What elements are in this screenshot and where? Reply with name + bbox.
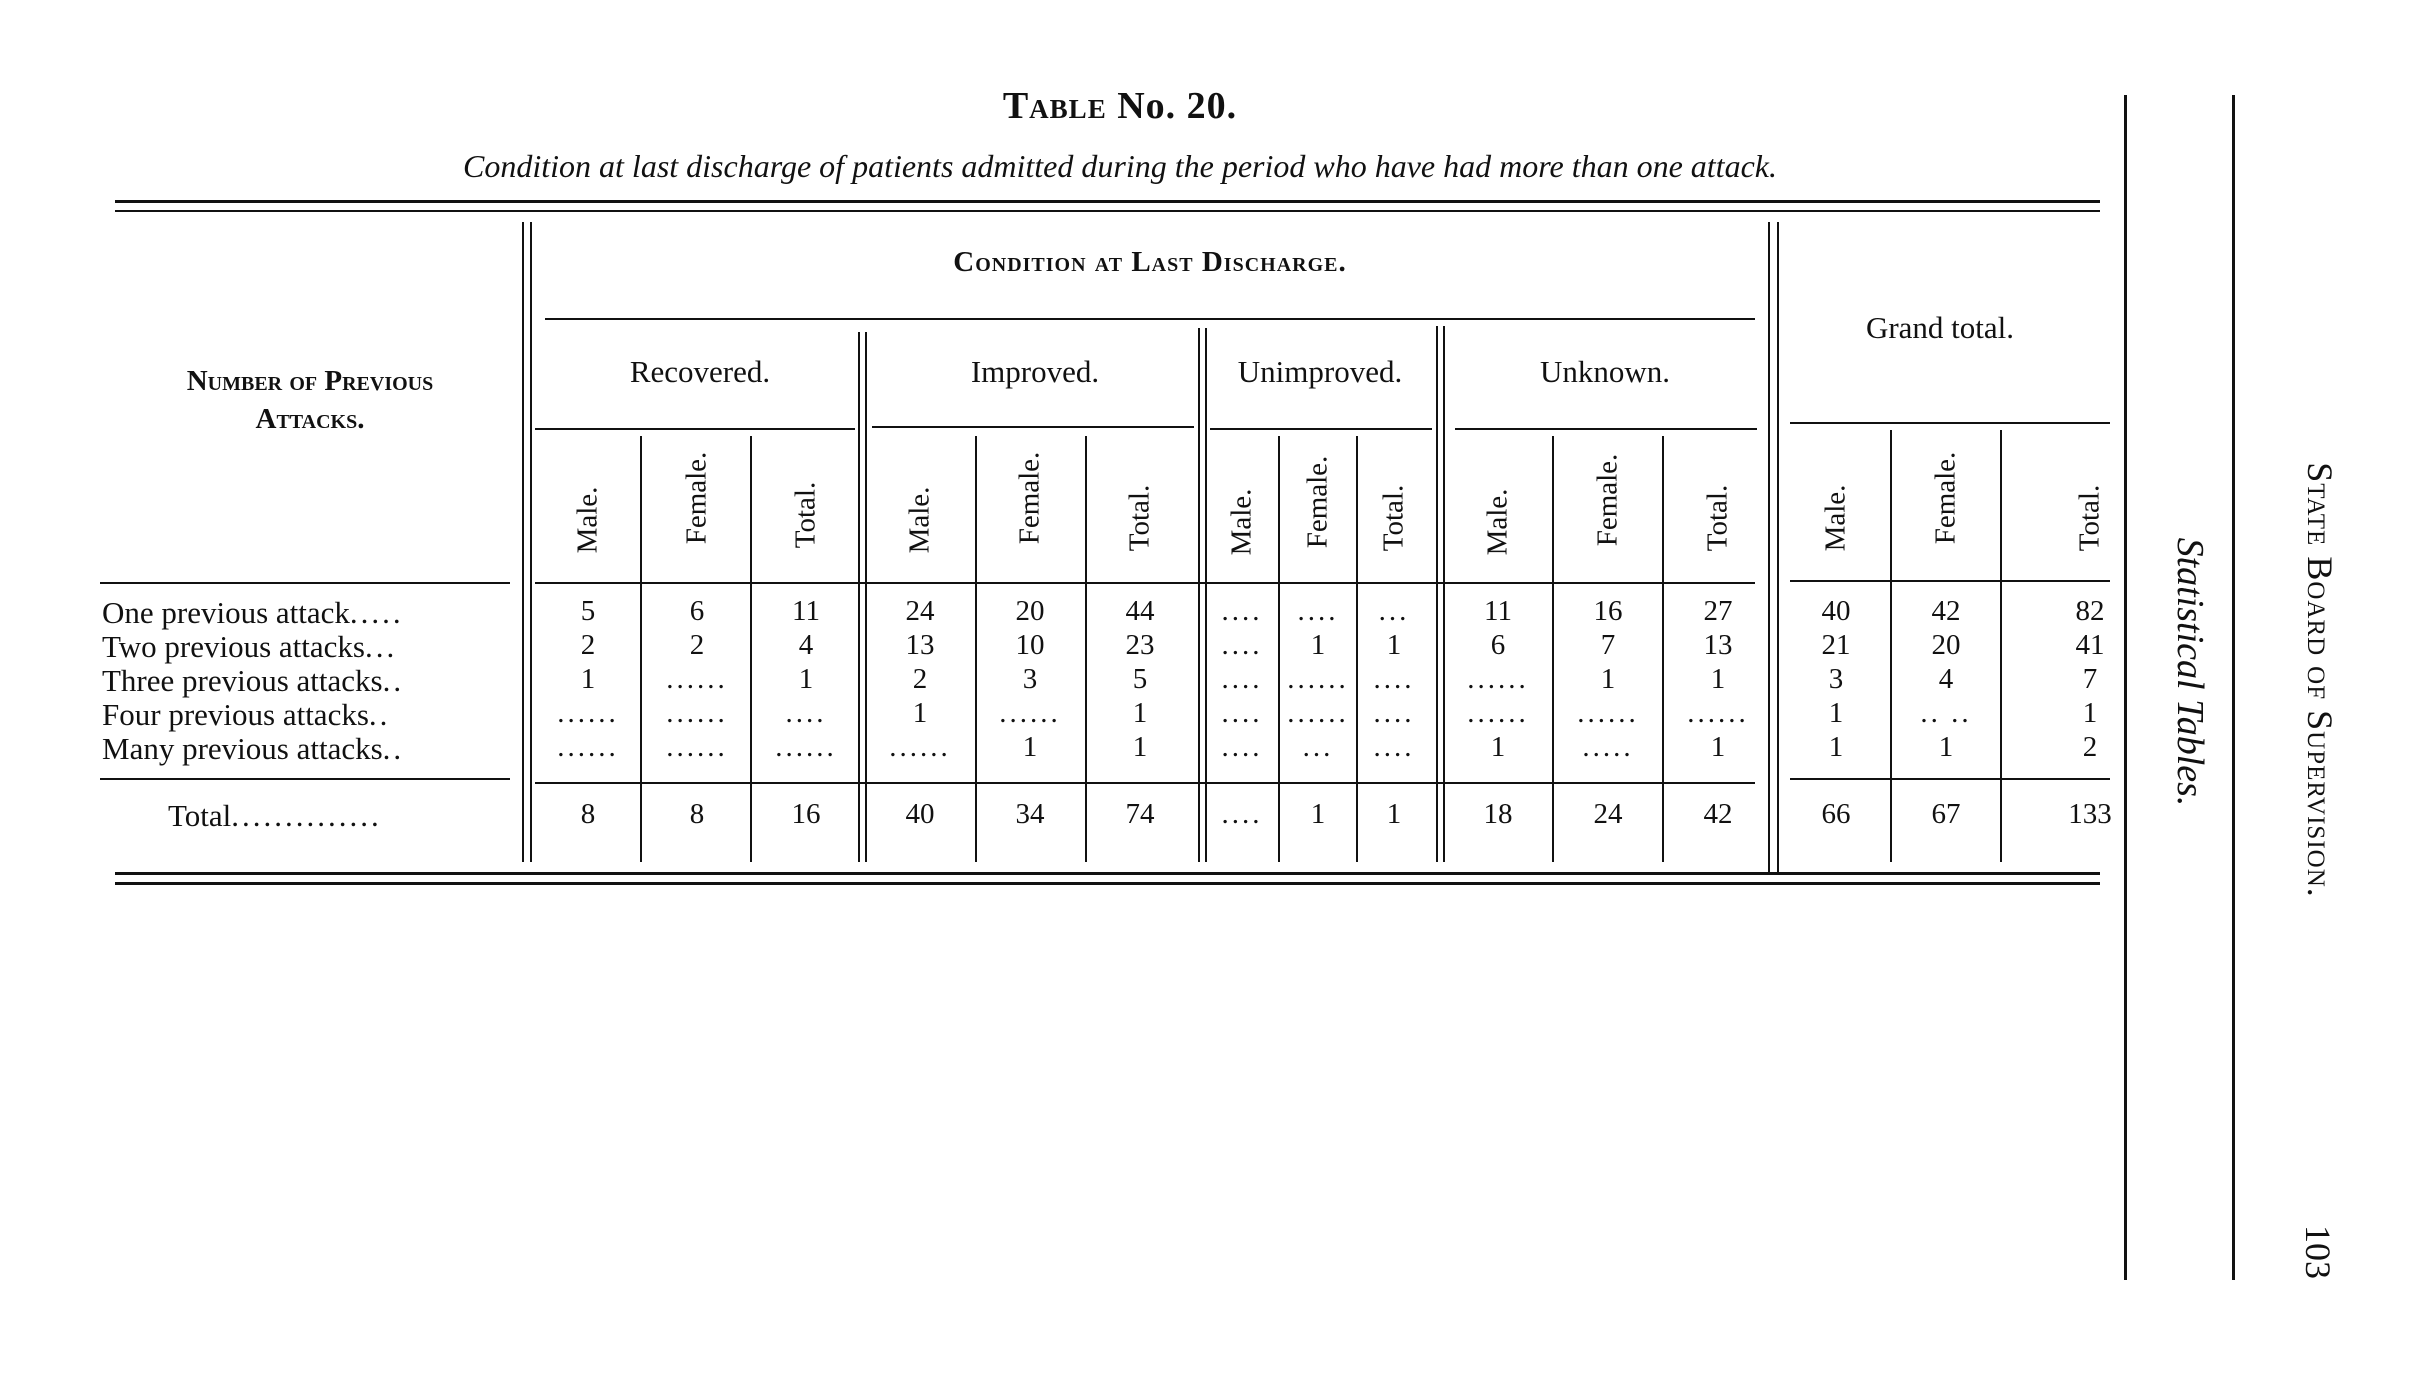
col-label-recovered-male: Male. <box>571 486 604 554</box>
table-cell: 1 <box>1938 731 1954 763</box>
table-cell: 23 <box>1125 629 1155 661</box>
stub-separator-2 <box>530 222 532 862</box>
col-label-recovered-female: Female. <box>680 451 713 545</box>
table-cell: 11 <box>792 595 820 627</box>
table-cell: ...... <box>1577 697 1639 729</box>
subsep-4 <box>1085 436 1087 862</box>
grand-separator-1 <box>1768 222 1770 872</box>
header-rule-grand <box>1790 580 2110 582</box>
total-cell: 67 <box>1931 798 1961 830</box>
table-cell: ..... <box>1582 731 1634 763</box>
table-cell: 20 <box>1931 629 1961 661</box>
stub-header-line1: Number of Previous <box>186 365 434 397</box>
subsep-1 <box>640 436 642 862</box>
row-label-two-leader: ... <box>365 629 398 664</box>
table-cell: 1 <box>1386 629 1402 661</box>
table-cell: .... <box>1221 629 1263 661</box>
row-label-three-text: Three previous attacks <box>102 663 383 698</box>
table-cell: 10 <box>1015 629 1045 661</box>
header-rule-body <box>535 582 1755 584</box>
table-cell: ...... <box>889 731 951 763</box>
col-label-grand-male: Male. <box>1819 484 1852 552</box>
group-header-improved: Improved. <box>970 354 1100 389</box>
row-label-two <box>102 629 397 665</box>
row-label-one-text: One previous attack <box>102 595 350 630</box>
total-cell: 42 <box>1703 798 1733 830</box>
col-label-unimproved-male: Male. <box>1225 488 1258 556</box>
table-cell: 44 <box>1125 595 1155 627</box>
total-cell: 8 <box>580 798 596 830</box>
table-cell: .... <box>1221 595 1263 627</box>
table-cell: 2 <box>912 663 928 695</box>
table-cell: ...... <box>1287 663 1349 695</box>
table-cell: .. .. <box>1920 697 1972 729</box>
row-label-four-leader: .. <box>368 697 391 732</box>
bottom-rule-2 <box>115 882 2100 885</box>
margin-title: Statistical Tables. <box>2169 537 2211 807</box>
table-cell: 11 <box>1484 595 1512 627</box>
table-cell: .... <box>1373 697 1415 729</box>
table-cell: 5 <box>1132 663 1148 695</box>
group-rule-improved <box>872 426 1194 428</box>
table-cell: ...... <box>1687 697 1749 729</box>
table-cell: 1 <box>1828 697 1844 729</box>
col-label-grand-female: Female. <box>1929 451 1962 545</box>
table-cell: 2 <box>2082 731 2098 763</box>
table-cell: 20 <box>1015 595 1045 627</box>
table-cell: 27 <box>1703 595 1733 627</box>
group-rule-grand <box>1790 422 2110 424</box>
table-cell: .... <box>1373 663 1415 695</box>
table-cell: .... <box>1221 663 1263 695</box>
table-cell: ...... <box>999 697 1061 729</box>
row-label-many <box>102 731 404 767</box>
table-cell: 3 <box>1828 663 1844 695</box>
table-cell: 1 <box>798 663 814 695</box>
grand-total-header: Grand total. <box>1865 310 2015 345</box>
table-cell: 1 <box>1710 731 1726 763</box>
total-cell: 74 <box>1125 798 1155 830</box>
group-header-recovered: Recovered. <box>629 354 771 389</box>
table-cell: 42 <box>1931 595 1961 627</box>
table-cell: .... <box>1373 731 1415 763</box>
table-cell: 16 <box>1593 595 1623 627</box>
table-cell: ... <box>1302 731 1334 763</box>
table-cell: ...... <box>666 663 728 695</box>
table-cell: 7 <box>2082 663 2098 695</box>
table-cell: 6 <box>689 595 705 627</box>
row-label-total-leader: .............. <box>231 798 382 833</box>
table-cell: 2 <box>580 629 596 661</box>
total-cell: 66 <box>1821 798 1851 830</box>
table-cell: 1 <box>1022 731 1038 763</box>
table-cell: 40 <box>1821 595 1851 627</box>
row-label-one-leader: ..... <box>349 595 404 630</box>
grand-separator-2 <box>1777 222 1779 872</box>
table-cell: .... <box>1221 731 1263 763</box>
table-cell: ...... <box>666 731 728 763</box>
col-label-improved-male: Male. <box>903 486 936 554</box>
total-cell: 1 <box>1310 798 1326 830</box>
group-header-unimproved: Unimproved. <box>1237 354 1403 389</box>
table-cell: 41 <box>2075 629 2105 661</box>
total-cell: 16 <box>791 798 821 830</box>
table-title <box>0 84 2240 128</box>
table-cell: .... <box>785 697 827 729</box>
total-cell: 133 <box>2068 798 2112 830</box>
total-cell: 40 <box>905 798 935 830</box>
subsep-9 <box>1890 430 1892 862</box>
table-cell: ...... <box>1467 663 1529 695</box>
table-title-number: No. 20. <box>1117 85 1238 127</box>
table-cell: 3 <box>1022 663 1038 695</box>
condition-header-rule <box>545 318 1755 320</box>
total-cell: 24 <box>1593 798 1623 830</box>
table-caption: Condition at last discharge of patients admitted during the period who have had more than one attack. <box>463 148 1777 184</box>
condition-header: Condition at Last Discharge. <box>953 246 1347 278</box>
col-label-improved-total: Total. <box>1123 484 1156 552</box>
table-cell: 1 <box>1132 731 1148 763</box>
total-cell: .... <box>1221 798 1263 830</box>
table-cell: ...... <box>1467 697 1529 729</box>
table-cell: 13 <box>905 629 935 661</box>
col-label-unimproved-female: Female. <box>1301 455 1334 549</box>
row-label-total <box>168 798 382 834</box>
row-label-total-text: Total <box>168 798 232 833</box>
margin-line-2 <box>2232 95 2235 1280</box>
table-cell: 24 <box>905 595 935 627</box>
subsep-2 <box>750 436 752 862</box>
table-cell: 21 <box>1821 629 1851 661</box>
table-cell: 1 <box>912 697 928 729</box>
table-cell: 13 <box>1703 629 1733 661</box>
table-cell: 1 <box>1600 663 1616 695</box>
subsep-7 <box>1552 436 1554 862</box>
table-cell: ...... <box>557 731 619 763</box>
total-cell: 1 <box>1386 798 1402 830</box>
table-cell: 1 <box>1828 731 1844 763</box>
page-number: 103 <box>2298 1225 2338 1279</box>
row-label-one <box>102 595 404 631</box>
stub-header-line2: Attacks. <box>255 403 365 435</box>
table-cell: 1 <box>1490 731 1506 763</box>
subsep-10 <box>2000 430 2002 862</box>
row-label-four <box>102 697 390 733</box>
group-rule-recovered <box>535 428 855 430</box>
subsep-6 <box>1356 436 1358 862</box>
group-rule-unknown <box>1455 428 1757 430</box>
table-cell: 4 <box>798 629 814 661</box>
col-label-unimproved-total: Total. <box>1377 484 1410 552</box>
subsep-3 <box>975 436 977 862</box>
col-label-improved-female: Female. <box>1013 451 1046 545</box>
top-rule-2 <box>115 210 2100 212</box>
table-cell: ...... <box>666 697 728 729</box>
col-label-grand-total: Total. <box>2073 484 2106 552</box>
col-label-unknown-female: Female. <box>1591 453 1624 547</box>
table-cell: .... <box>1297 595 1339 627</box>
row-label-many-leader: .. <box>382 731 405 766</box>
table-cell: 6 <box>1490 629 1506 661</box>
table-cell: 7 <box>1600 629 1616 661</box>
stub-header <box>100 362 520 438</box>
table-cell: 1 <box>1132 697 1148 729</box>
group-rule-unimproved <box>1210 428 1432 430</box>
margin-line-1 <box>2124 95 2127 1280</box>
total-rule-grand <box>1790 778 2110 780</box>
row-label-three-leader: .. <box>382 663 405 698</box>
row-label-many-text: Many previous attacks <box>102 731 383 766</box>
table-cell: 1 <box>580 663 596 695</box>
table-cell: 4 <box>1938 663 1954 695</box>
bottom-rule-1 <box>115 872 2100 875</box>
table-cell: 1 <box>2082 697 2098 729</box>
top-rule-1 <box>115 200 2100 203</box>
total-cell: 34 <box>1015 798 1045 830</box>
total-cell: 8 <box>689 798 705 830</box>
table-title-prefix: Table <box>1002 85 1107 127</box>
table-cell: ...... <box>557 697 619 729</box>
table-cell: 1 <box>1710 663 1726 695</box>
row-label-two-text: Two previous attacks <box>102 629 365 664</box>
subsep-8 <box>1662 436 1664 862</box>
table-cell: .... <box>1221 697 1263 729</box>
table-cell: ...... <box>1287 697 1349 729</box>
table-cell: 1 <box>1310 629 1326 661</box>
stub-separator-1 <box>522 222 524 862</box>
table-cell: 82 <box>2075 595 2105 627</box>
col-label-recovered-total: Total. <box>789 481 822 549</box>
col-label-unknown-total: Total. <box>1701 484 1734 552</box>
row-label-three <box>102 663 404 699</box>
running-head: State Board of Supervision. <box>2300 462 2340 898</box>
row-label-four-text: Four previous attacks <box>102 697 369 732</box>
table-cell: ...... <box>775 731 837 763</box>
group-header-unknown: Unknown. <box>1539 354 1671 389</box>
col-label-unknown-male: Male. <box>1481 488 1514 556</box>
table-cell: ... <box>1378 595 1410 627</box>
table-cell: 2 <box>689 629 705 661</box>
header-rule-stub <box>100 582 510 584</box>
subsep-5 <box>1278 436 1280 862</box>
total-rule-body <box>535 782 1755 784</box>
total-cell: 18 <box>1483 798 1513 830</box>
table-cell: 5 <box>580 595 596 627</box>
total-rule-stub <box>100 778 510 780</box>
